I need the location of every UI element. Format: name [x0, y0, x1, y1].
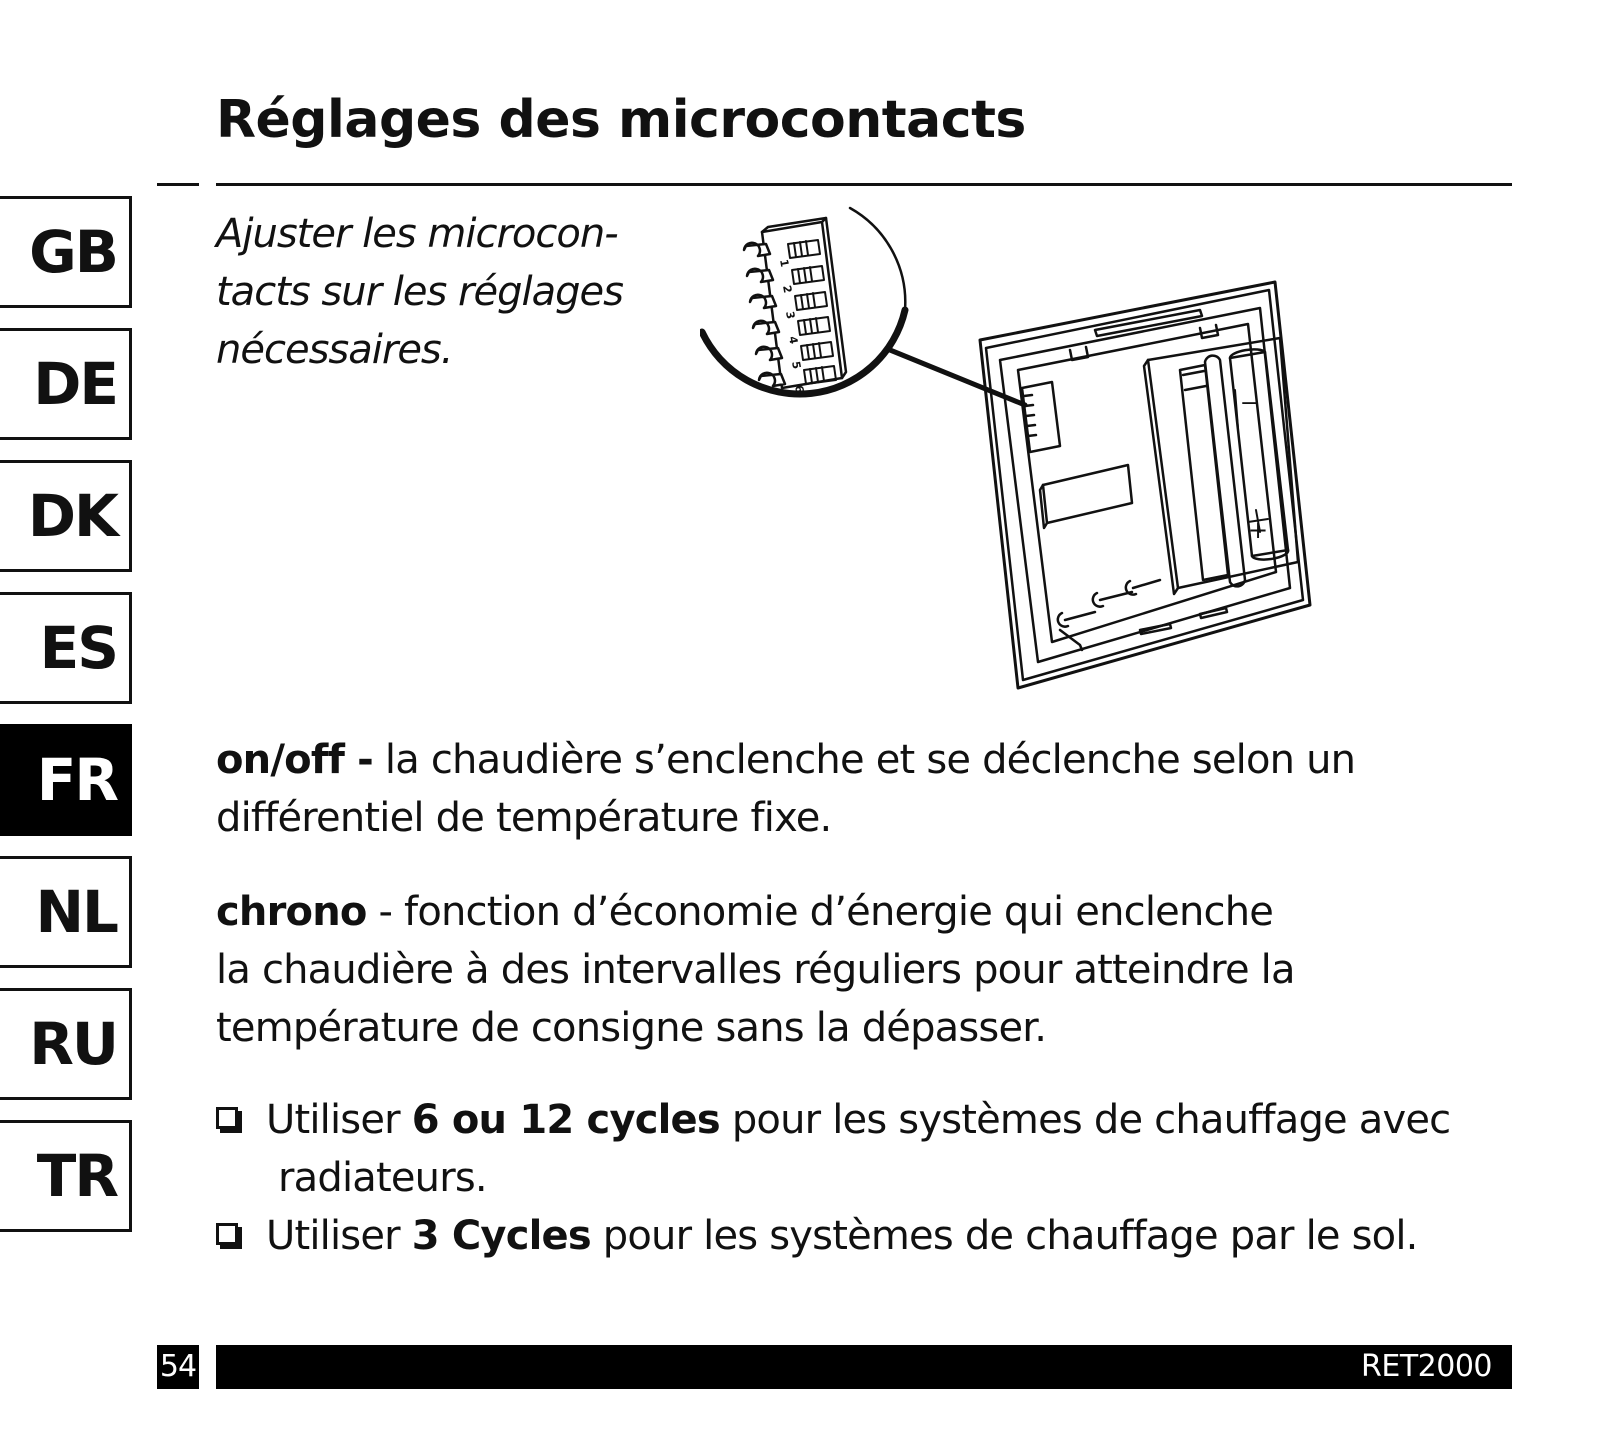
dip-number-2: 2	[780, 284, 795, 295]
onoff-term: on/off -	[216, 737, 373, 783]
dip-number-5: 5	[789, 360, 804, 371]
onoff-description	[216, 731, 1355, 847]
intro-line-2: tacts sur les réglages	[216, 269, 623, 315]
dip-number-3: 3	[783, 310, 798, 321]
intro-line-1: Ajuster les microcon-	[216, 211, 618, 257]
dip-number-6: 6	[792, 384, 807, 395]
battery-minus: −	[1240, 391, 1259, 416]
bullet-item-2	[216, 1207, 1418, 1265]
language-tab-fr[interactable]: FR	[0, 724, 132, 836]
bullet-1-pre: Utiliser	[266, 1097, 400, 1143]
onoff-line-1: la chaudière s’enclenche et se déclenche selon un	[384, 737, 1356, 783]
chrono-line-2: la chaudière à des intervalles réguliers pour atteindre la	[216, 947, 1295, 993]
title-rule-short	[157, 183, 199, 186]
page-number: 54	[157, 1345, 199, 1389]
bullet-2-post: pour les systèmes de chauffage par le sol.	[602, 1213, 1418, 1259]
footer-model: RET2000	[216, 1345, 1512, 1389]
language-tab-dk[interactable]: DK	[0, 460, 132, 572]
bullet-1-bold: 6 ou 12 cycles	[411, 1097, 720, 1143]
onoff-line-2: différentiel de température fixe.	[216, 795, 832, 841]
bullet-2-pre: Utiliser	[266, 1213, 400, 1259]
dip-switch-zoom	[744, 218, 846, 394]
thermostat-dip-switch-illustration	[700, 200, 1360, 720]
bullet-1-post: pour les systèmes de chauffage avec	[731, 1097, 1451, 1143]
checkbox-bullet-icon	[216, 1223, 238, 1245]
page-title: Réglages des microcontacts	[216, 90, 1026, 150]
dip-number-1: 1	[777, 258, 792, 269]
title-rule	[216, 183, 1512, 186]
thermostat-base	[980, 282, 1310, 688]
bullet-item-1	[216, 1091, 1450, 1207]
chrono-description	[216, 883, 1295, 1057]
chrono-term: chrono	[216, 889, 367, 935]
language-tab-de[interactable]: DE	[0, 328, 132, 440]
language-tab-ru[interactable]: RU	[0, 988, 132, 1100]
bullet-1-continuation: radiateurs.	[278, 1155, 487, 1201]
battery-plus: +	[1248, 516, 1269, 544]
language-tab-gb[interactable]: GB	[0, 196, 132, 308]
language-tab-nl[interactable]: NL	[0, 856, 132, 968]
chrono-line-1: - fonction d’économie d’énergie qui enclenche	[378, 889, 1274, 935]
checkbox-bullet-icon	[216, 1107, 238, 1129]
intro-line-3: nécessaires.	[216, 327, 453, 373]
language-tab-tr[interactable]: TR	[0, 1120, 132, 1232]
bullet-2-bold: 3 Cycles	[411, 1213, 591, 1259]
chrono-line-3: température de consigne sans la dépasser.	[216, 1005, 1047, 1051]
language-tab-es[interactable]: ES	[0, 592, 132, 704]
intro-text	[216, 205, 646, 379]
dip-number-4: 4	[786, 335, 801, 346]
